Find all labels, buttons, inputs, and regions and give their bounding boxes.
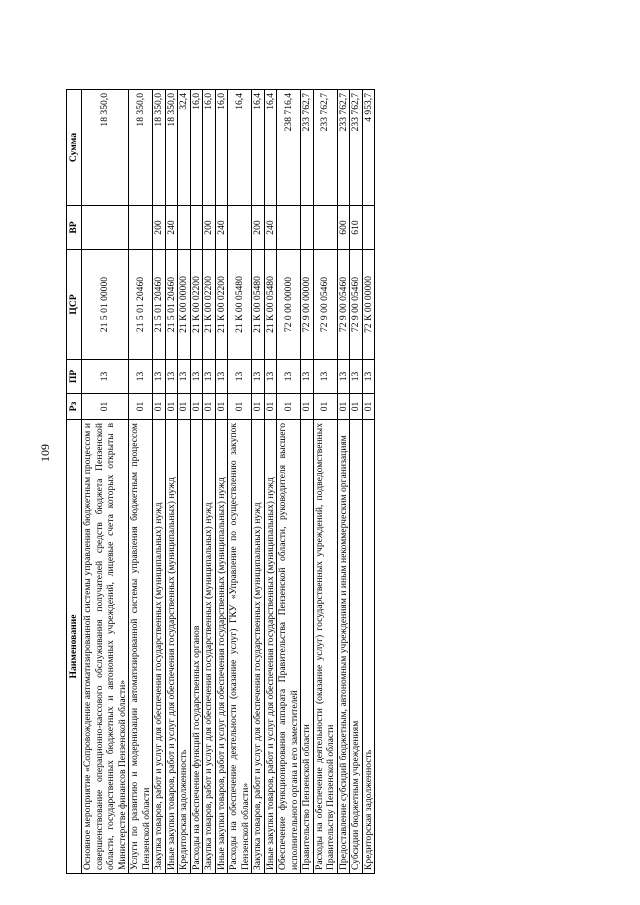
- cell-vr: [228, 206, 252, 250]
- cell-vr: [362, 206, 375, 250]
- cell-sum: 16,4: [252, 90, 265, 206]
- cell-name: Расходы на обеспечение функций государственных органов: [190, 420, 203, 874]
- header-name: Наименование: [67, 420, 82, 874]
- cell-name: Кредиторская задолженность: [362, 420, 375, 874]
- cell-csr: 72 9 00 05460: [350, 250, 363, 360]
- cell-rz: 01: [129, 394, 153, 420]
- cell-csr: 72 К 00 00000: [362, 250, 375, 360]
- header-csr: ЦСР: [67, 250, 82, 360]
- cell-csr: 72 9 00 05460: [313, 250, 337, 360]
- cell-name: Иные закупки товаров, работ и услуг для обеспечения государственных (муниципальных) нужд: [165, 420, 178, 874]
- cell-csr: 21 К 00 05480: [264, 250, 277, 360]
- cell-sum: 233 762,7: [313, 90, 337, 206]
- header-rz: Рз: [67, 394, 82, 420]
- cell-rz: 01: [362, 394, 375, 420]
- cell-csr: 21 5 01 00000: [82, 250, 129, 360]
- cell-rz: 01: [82, 394, 129, 420]
- cell-pr: 13: [350, 360, 363, 394]
- cell-csr: 21 5 01 20460: [165, 250, 178, 360]
- table-row: [228, 90, 252, 874]
- cell-rz: 01: [350, 394, 363, 420]
- cell-name: Кредиторская задолженность: [178, 420, 191, 874]
- cell-pr: 13: [215, 360, 228, 394]
- cell-pr: 13: [129, 360, 153, 394]
- cell-name: Основное мероприятие «Сопровождение автоматизированной системы управления бюджетным процессом и совершенствование операционно-кассового обслуживания получателей средств бюджета Пензенской области, государственных бюджетных и автономных учреждений, лицевые счета которых открыты в Министерстве финансов Пензенской области»: [82, 420, 129, 874]
- cell-vr: 200: [252, 206, 265, 250]
- cell-rz: 01: [178, 394, 191, 420]
- cell-pr: 13: [252, 360, 265, 394]
- table-row: [362, 90, 375, 874]
- cell-sum: 18 350,0: [129, 90, 153, 206]
- table-row: [153, 90, 166, 874]
- table-row: [190, 90, 203, 874]
- cell-vr: [313, 206, 337, 250]
- cell-pr: 13: [190, 360, 203, 394]
- cell-sum: 233 762,7: [350, 90, 363, 206]
- cell-csr: 21 5 01 20460: [153, 250, 166, 360]
- cell-vr: [277, 206, 301, 250]
- cell-rz: 01: [153, 394, 166, 420]
- cell-vr: [129, 206, 153, 250]
- cell-rz: 01: [190, 394, 203, 420]
- cell-vr: 200: [153, 206, 166, 250]
- cell-csr: 21 К 00 00000: [178, 250, 191, 360]
- table-row: [301, 90, 314, 874]
- cell-sum: 4 953,7: [362, 90, 375, 206]
- page-number: 109: [37, 444, 52, 462]
- cell-sum: 18 350,0: [82, 90, 129, 206]
- cell-csr: 72 9 00 05460: [337, 250, 350, 360]
- cell-rz: 01: [313, 394, 337, 420]
- cell-pr: 13: [153, 360, 166, 394]
- cell-name: Иные закупки товаров, работ и услуг для обеспечения государственных (муниципальных) нужд: [264, 420, 277, 874]
- table-row: [82, 90, 129, 874]
- cell-vr: 600: [337, 206, 350, 250]
- cell-vr: [190, 206, 203, 250]
- cell-rz: 01: [264, 394, 277, 420]
- table-row: [203, 90, 216, 874]
- cell-vr: [301, 206, 314, 250]
- cell-csr: 21 К 00 05480: [252, 250, 265, 360]
- cell-sum: 32,4: [178, 90, 191, 206]
- table-header-row: [67, 90, 82, 874]
- cell-rz: 01: [277, 394, 301, 420]
- cell-vr: 240: [264, 206, 277, 250]
- cell-vr: [82, 206, 129, 250]
- cell-rz: 01: [301, 394, 314, 420]
- cell-rz: 01: [165, 394, 178, 420]
- cell-csr: 21 5 01 20460: [129, 250, 153, 360]
- cell-name: Расходы на обеспечение деятельности (оказание услуг) ГКУ «Управление по осуществлению закупок Пензенской области»: [228, 420, 252, 874]
- cell-pr: 13: [313, 360, 337, 394]
- cell-sum: 16,0: [203, 90, 216, 206]
- cell-name: Иные закупки товаров, работ и услуг для обеспечения государственных (муниципальных) нужд: [215, 420, 228, 874]
- cell-sum: 233 762,7: [301, 90, 314, 206]
- table-body: [82, 90, 375, 874]
- cell-name: Закупка товаров, работ и услуг для обеспечения государственных (муниципальных) нужд: [252, 420, 265, 874]
- cell-sum: 16,0: [215, 90, 228, 206]
- cell-name: Закупка товаров, работ и услуг для обеспечения государственных (муниципальных) нужд: [153, 420, 166, 874]
- table-row: [178, 90, 191, 874]
- cell-sum: 16,0: [190, 90, 203, 206]
- cell-name: Расходы на обеспечение деятельности (оказание услуг) государственных учреждений, подведомственных Правительству Пензенской области: [313, 420, 337, 874]
- cell-pr: 13: [362, 360, 375, 394]
- cell-vr: 610: [350, 206, 363, 250]
- cell-vr: 200: [203, 206, 216, 250]
- cell-csr: 21 К 00 05480: [228, 250, 252, 360]
- cell-name: Услуги по развитию и модернизации автоматизированной системы управления бюджетным процессом Пензенской области: [129, 420, 153, 874]
- cell-pr: 13: [178, 360, 191, 394]
- table-row: [129, 90, 153, 874]
- cell-pr: 13: [82, 360, 129, 394]
- cell-rz: 01: [203, 394, 216, 420]
- cell-vr: 240: [165, 206, 178, 250]
- cell-csr: 21 К 00 02200: [203, 250, 216, 360]
- cell-rz: 01: [252, 394, 265, 420]
- table-row: [165, 90, 178, 874]
- table-row: [350, 90, 363, 874]
- cell-name: Правительство Пензенской области: [301, 420, 314, 874]
- cell-pr: 13: [228, 360, 252, 394]
- cell-csr: 72 0 00 00000: [277, 250, 301, 360]
- header-sum: Сумма: [67, 90, 82, 206]
- cell-rz: 01: [228, 394, 252, 420]
- cell-sum: 16,4: [228, 90, 252, 206]
- cell-sum: 238 716,4: [277, 90, 301, 206]
- cell-name: Закупка товаров, работ и услуг для обеспечения государственных (муниципальных) нужд: [203, 420, 216, 874]
- cell-pr: 13: [337, 360, 350, 394]
- cell-pr: 13: [203, 360, 216, 394]
- table-row: [277, 90, 301, 874]
- cell-vr: 240: [215, 206, 228, 250]
- cell-pr: 13: [277, 360, 301, 394]
- cell-csr: 21 К 00 02200: [190, 250, 203, 360]
- table-row: [215, 90, 228, 874]
- cell-rz: 01: [215, 394, 228, 420]
- table-row: [337, 90, 350, 874]
- rotated-table-container: [66, 90, 626, 874]
- cell-name: Предоставление субсидий бюджетным, автономным учреждениям и иным некоммерческим организациям: [337, 420, 350, 874]
- cell-sum: 18 350,0: [153, 90, 166, 206]
- cell-sum: 233 762,7: [337, 90, 350, 206]
- budget-table: [66, 89, 375, 874]
- cell-pr: 13: [165, 360, 178, 394]
- header-pr: ПР: [67, 360, 82, 394]
- cell-csr: 72 9 00 00000: [301, 250, 314, 360]
- cell-pr: 13: [301, 360, 314, 394]
- table-row: [264, 90, 277, 874]
- cell-vr: [178, 206, 191, 250]
- cell-rz: 01: [337, 394, 350, 420]
- cell-name: Обеспечение функционирования аппарата Правительства Пензенской области, руководителя высшего исполнительного органа и его заместителей: [277, 420, 301, 874]
- table-row: [252, 90, 265, 874]
- cell-sum: 18 350,0: [165, 90, 178, 206]
- header-vr: ВР: [67, 206, 82, 250]
- cell-sum: 16,4: [264, 90, 277, 206]
- cell-csr: 21 К 00 02200: [215, 250, 228, 360]
- cell-name: Субсидии бюджетным учреждениям: [350, 420, 363, 874]
- cell-pr: 13: [264, 360, 277, 394]
- table-row: [313, 90, 337, 874]
